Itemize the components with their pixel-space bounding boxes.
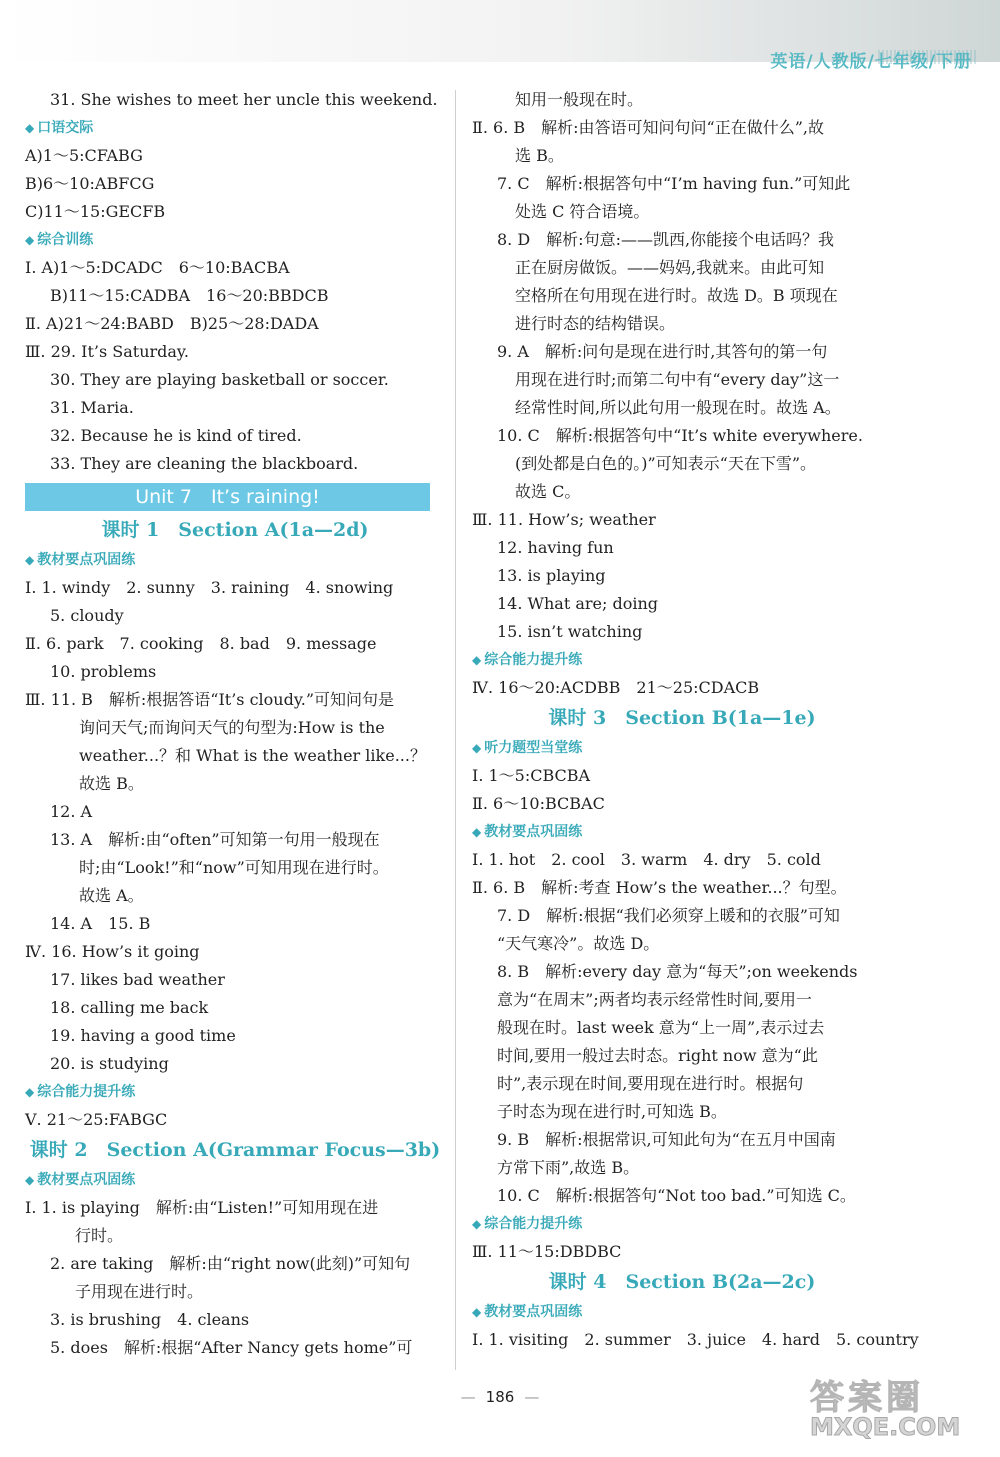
section-heading: [472, 818, 892, 846]
answer-line: Ⅱ. 6. B 解析:由答语可知问句问“正在做什么”,故: [472, 118, 824, 137]
answer-line: 12. A: [50, 802, 93, 821]
answer-line: 10. C 解析:根据答句中“It’s white everywhere.: [497, 426, 863, 445]
answer-line: Ⅳ. 16. How’s it going: [25, 942, 200, 961]
answer-line: 正在厨房做饭。——妈妈,我就来。由此可知: [515, 258, 825, 277]
answer-line: 空格所在句用现在进行时。故选 D。B 项现在: [515, 286, 838, 305]
section-heading: [25, 546, 445, 574]
answer-line: Ⅲ. 11. B 解析:根据答语“It’s cloudy.”可知问句是: [25, 690, 395, 709]
answer-line: Ⅲ. 11～15:DBDBC: [472, 1242, 622, 1261]
answer-line: 9. A 解析:问句是现在进行时,其答句的第一句: [497, 342, 828, 361]
diamond-icon: ◆: [472, 1305, 482, 1319]
answer-line: Ⅰ. 1～5:CBCBA: [472, 766, 591, 785]
diamond-icon: ◆: [25, 1085, 35, 1099]
answer-line: Ⅰ. A)1～5:DCADC 6～10:BACBA: [25, 258, 290, 277]
answer-line: 进行时态的结构错误。: [515, 314, 676, 333]
answer-line: 13. is playing: [497, 566, 606, 585]
answer-line: “天气寒冷”。故选 D。: [497, 934, 660, 953]
answer-line: 用现在进行时;而第二句中有“every day”这一: [515, 370, 840, 389]
answer-line: 12. having fun: [497, 538, 614, 557]
section-heading: [25, 114, 445, 142]
diamond-icon: ◆: [25, 553, 35, 567]
answer-line: Ⅰ. 1. is playing 解析:由“Listen!”可知用现在进: [25, 1198, 379, 1217]
answer-line: 30. They are playing basketball or soccer.: [50, 370, 389, 389]
lesson-heading: 课时 2 Section A(Grammar Focus—3b): [29, 1139, 441, 1161]
diamond-icon: ◆: [472, 1217, 482, 1231]
section-heading: [472, 1298, 892, 1326]
answer-line: 15. isn’t watching: [497, 622, 643, 641]
answer-line: 5. cloudy: [50, 606, 124, 625]
answer-line: 31. She wishes to meet her uncle this weekend.: [50, 90, 438, 109]
section-label: 教材要点巩固练: [37, 1172, 136, 1188]
answer-line: A)1～5:CFABG: [25, 146, 143, 165]
watermark-bottom: MXQE.COM: [810, 1413, 961, 1441]
answer-line: Ⅱ. 6～10:BCBAC: [472, 794, 605, 813]
diamond-icon: ◆: [472, 653, 482, 667]
answer-line: 方常下雨”,故选 B。: [497, 1158, 640, 1177]
answer-line: 10. C 解析:根据答句“Not too bad.”可知选 C。: [497, 1186, 856, 1205]
answer-line: 7. D 解析:根据“我们必须穿上暖和的衣服”可知: [497, 906, 840, 925]
answer-line: 20. is studying: [50, 1054, 169, 1073]
section-heading: [25, 1078, 445, 1106]
header-title: 英语/人教版/七年级/下册: [770, 52, 972, 72]
answer-line: Ⅱ. 6. park 7. cooking 8. bad 9. message: [25, 634, 377, 653]
answer-line: 询问天气;而询问天气的句型为:How is the: [79, 718, 385, 737]
section-label: 听力题型当堂练: [484, 740, 583, 756]
dash-left: —: [460, 1388, 476, 1406]
answer-line: Ⅰ. 1. visiting 2. summer 3. juice 4. hard 5. country: [472, 1330, 919, 1349]
section-label: 综合训练: [37, 232, 94, 248]
section-label: 综合能力提升练: [484, 1216, 583, 1232]
answer-line: 17. likes bad weather: [50, 970, 225, 989]
answer-line: 31. Maria.: [50, 398, 134, 417]
answer-line: 时”,表示现在时间,要用现在进行时。根据句: [497, 1074, 804, 1093]
answer-line: 10. problems: [50, 662, 157, 681]
answer-line: 处选 C 符合语境。: [515, 202, 650, 221]
answer-line: Ⅰ. 1. windy 2. sunny 3. raining 4. snowing: [25, 578, 394, 597]
answer-line: 意为“在周末”;两者均表示经常性时间,要用一: [497, 990, 812, 1009]
answer-line: 5. does 解析:根据“After Nancy gets home”可: [50, 1338, 413, 1357]
section-heading: [25, 1166, 445, 1194]
answer-line: 故选 C。: [515, 482, 581, 501]
answer-line: B)11～15:CADBA 16～20:BBDCB: [50, 286, 329, 305]
answer-line: 8. D 解析:句意:——凯西,你能接个电话吗？我: [497, 230, 835, 249]
answer-line: 3. is brushing 4. cleans: [50, 1310, 250, 1329]
answer-line: Ⅰ. 1. hot 2. cool 3. warm 4. dry 5. cold: [472, 850, 821, 869]
diamond-icon: ◆: [472, 825, 482, 839]
left-column: [25, 86, 445, 1362]
answer-line: 8. B 解析:every day 意为“每天”;on weekends: [497, 962, 858, 981]
answer-line: Ⅲ. 29. It’s Saturday.: [25, 342, 189, 361]
answer-line: 33. They are cleaning the blackboard.: [50, 454, 359, 473]
section-heading: [25, 226, 445, 254]
answer-line: 故选 A。: [79, 886, 144, 905]
answer-line: 子时态为现在进行时,可知选 B。: [497, 1102, 727, 1121]
answer-line: 18. calling me back: [50, 998, 209, 1017]
answer-line: B)6～10:ABFCG: [25, 174, 155, 193]
page-number-text: 186: [485, 1388, 515, 1406]
lesson-heading: 课时 1 Section A(1a—2d): [101, 519, 369, 541]
answer-line: Ⅱ. 6. B 解析:考查 How’s the weather...？句型。: [472, 878, 847, 897]
section-heading: [472, 1210, 892, 1238]
answer-line: Ⅳ. 16～20:ACDBB 21～25:CDACB: [472, 678, 760, 697]
answer-line: 时;由“Look!”和“now”可知用现在进行时。: [79, 858, 389, 877]
answer-line: (到处都是白色的。)”可知表示“天在下雪”。: [515, 454, 817, 473]
answer-line: Ⅲ. 11. How’s; weather: [472, 510, 656, 529]
answer-line: 选 B。: [515, 146, 564, 165]
diamond-icon: ◆: [25, 121, 35, 135]
right-column: [472, 86, 919, 1354]
watermark-top: 答案圈: [810, 1378, 924, 1418]
dash-right: —: [524, 1388, 540, 1406]
section-heading: [472, 734, 892, 762]
column-divider: [455, 90, 456, 1370]
answer-line: 子用现在进行时。: [75, 1282, 204, 1301]
answer-line: C)11～15:GECFB: [25, 202, 166, 221]
lesson-heading: 课时 3 Section B(1a—1e): [548, 707, 816, 729]
diamond-icon: ◆: [25, 233, 35, 247]
unit-banner: Unit 7 It’s raining!: [25, 483, 430, 511]
answer-line: Ⅱ. A)21～24:BABD B)25～28:DADA: [25, 314, 319, 333]
answer-line: weather...？和 What is the weather like...？: [79, 746, 426, 765]
answer-line: 般现在时。last week 意为“上一周”,表示过去: [497, 1018, 825, 1037]
watermark-logo: [810, 1370, 990, 1450]
section-label: 综合能力提升练: [484, 652, 583, 668]
answer-line: 故选 B。: [79, 774, 144, 793]
answer-line: 2. are taking 解析:由“right now(此刻)”可知句: [50, 1254, 411, 1273]
section-label: 口语交际: [37, 120, 94, 136]
diamond-icon: ◆: [472, 741, 482, 755]
answer-line: Ⅴ. 21～25:FABGC: [25, 1110, 168, 1129]
section-label: 教材要点巩固练: [37, 552, 136, 568]
answer-line: 经常性时间,所以此句用一般现在时。故选 A。: [515, 398, 841, 417]
section-label: 教材要点巩固练: [484, 824, 583, 840]
section-heading: [472, 646, 892, 674]
answer-line: 14. What are; doing: [497, 594, 659, 613]
answer-line: 9. B 解析:根据常识,可知此句为“在五月中国南: [497, 1130, 836, 1149]
answer-line: 14. A 15. B: [50, 914, 151, 933]
answer-line: 知用一般现在时。: [515, 90, 644, 109]
section-label: 综合能力提升练: [37, 1084, 136, 1100]
answer-line: 时间,要用一般过去时态。right now 意为“此: [497, 1046, 818, 1065]
answer-line: 行时。: [75, 1226, 124, 1245]
lesson-heading: 课时 4 Section B(2a—2c): [548, 1271, 816, 1293]
answer-line: 7. C 解析:根据答句中“I’m having fun.”可知此: [497, 174, 851, 193]
section-label: 教材要点巩固练: [484, 1304, 583, 1320]
answer-line: 32. Because he is kind of tired.: [50, 426, 302, 445]
diamond-icon: ◆: [25, 1173, 35, 1187]
answer-line: 13. A 解析:由“often”可知第一句用一般现在: [50, 830, 380, 849]
answer-line: 19. having a good time: [50, 1026, 236, 1045]
